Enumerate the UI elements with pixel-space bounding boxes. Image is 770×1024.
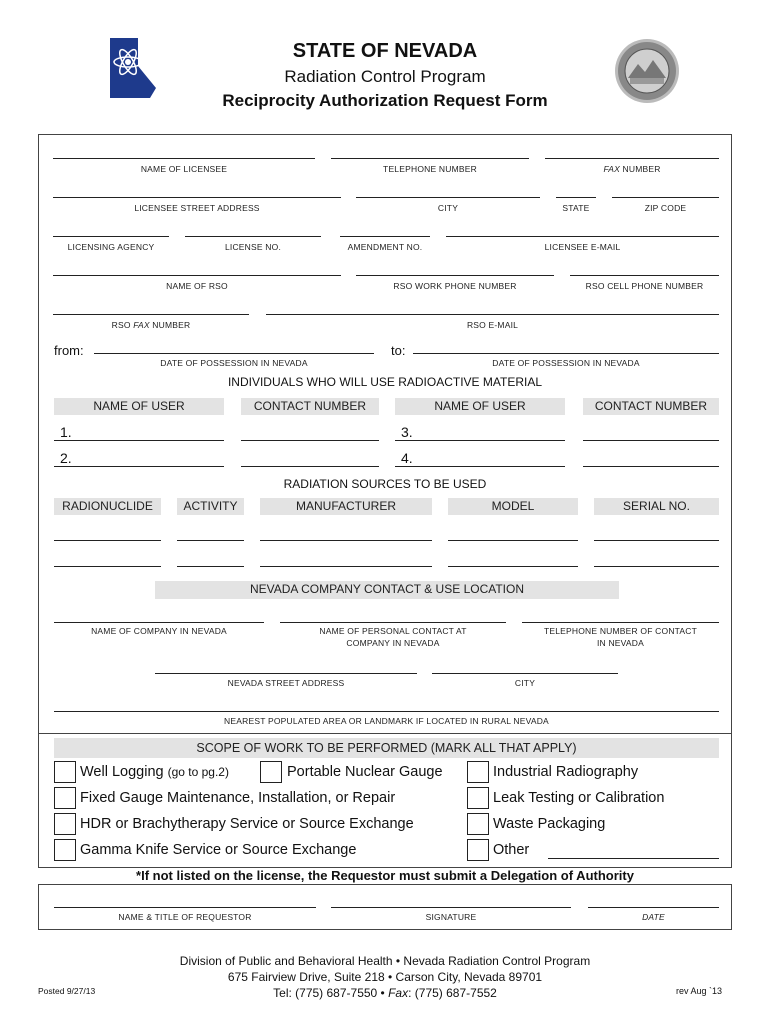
license-no-label: LICENSE NO. [224, 242, 282, 252]
nevada-city-field[interactable] [432, 673, 618, 674]
nevada-contact-phone-label-line1: TELEPHONE NUMBER OF CONTACT [543, 626, 698, 636]
state-field[interactable] [556, 197, 596, 198]
fixed-gauge-option: Fixed Gauge Maintenance, Installation, or Repair [80, 790, 396, 806]
user-1-name-field[interactable] [54, 440, 224, 441]
personal-contact-label-line1: NAME OF PERSONAL CONTACT AT [319, 626, 467, 636]
footer-line-3: Tel: (775) 687-7550 • Fax: (775) 687-7552 [273, 986, 497, 1000]
industrial-radiography-option: Industrial Radiography [493, 764, 639, 780]
user-row-number-1: 1. [60, 424, 72, 440]
contact-header-right: CONTACT NUMBER [583, 398, 719, 415]
form-title: Reciprocity Authorization Request Form [222, 91, 548, 110]
source-2-model-field[interactable] [448, 566, 578, 567]
portable-gauge-checkbox[interactable] [260, 761, 282, 783]
licensee-email-field[interactable] [446, 236, 719, 237]
nevada-contact-phone-label-line2: IN NEVADA [597, 638, 644, 648]
posted-date: Posted 9/27/13 [38, 986, 96, 996]
to-date-label: DATE OF POSSESSION IN NEVADA [492, 358, 640, 368]
requestor-name-field[interactable] [54, 907, 316, 908]
user-name-header-left: NAME OF USER [54, 398, 224, 415]
well-logging-checkbox[interactable] [54, 761, 76, 783]
fixed-gauge-checkbox[interactable] [54, 787, 76, 809]
serial-no-header: SERIAL NO. [594, 498, 719, 515]
other-option: Other [493, 842, 530, 858]
city-label: CITY [437, 203, 459, 213]
program-subtitle: Radiation Control Program [284, 67, 486, 86]
rso-name-field[interactable] [53, 275, 341, 276]
to-label: to: [391, 343, 406, 358]
user-4-name-field[interactable] [395, 466, 565, 467]
source-2-manufacturer-field[interactable] [260, 566, 432, 567]
user-row-number-4: 4. [401, 450, 413, 466]
page-title: STATE OF NEVADA [292, 40, 478, 62]
leak-testing-checkbox[interactable] [467, 787, 489, 809]
waste-packaging-option: Waste Packaging [493, 816, 606, 832]
city-field[interactable] [356, 197, 540, 198]
waste-packaging-checkbox[interactable] [467, 813, 489, 835]
rso-email-label: RSO E-MAIL [466, 320, 519, 330]
telephone-field[interactable] [331, 158, 529, 159]
source-2-radionuclide-field[interactable] [54, 566, 161, 567]
rso-cell-phone-label: RSO CELL PHONE NUMBER [585, 281, 704, 291]
rso-work-phone-field[interactable] [356, 275, 554, 276]
zip-label: ZIP CODE [644, 203, 687, 213]
street-address-field[interactable] [53, 197, 341, 198]
signature-field[interactable] [331, 907, 571, 908]
leak-testing-option: Leak Testing or Calibration [493, 790, 665, 806]
nevada-contact-heading: NEVADA COMPANY CONTACT & USE LOCATION [155, 581, 619, 599]
licensing-agency-label: LICENSING AGENCY [67, 242, 155, 252]
nevada-street-field[interactable] [155, 673, 417, 674]
rso-cell-phone-field[interactable] [570, 275, 719, 276]
gamma-knife-option: Gamma Knife Service or Source Exchange [80, 842, 357, 858]
source-2-serial-field[interactable] [594, 566, 719, 567]
personal-contact-label-line2: COMPANY IN NEVADA [346, 638, 440, 648]
user-3-contact-field[interactable] [583, 440, 719, 441]
nevada-company-label: NAME OF COMPANY IN NEVADA [91, 626, 227, 636]
licensee-name-label: NAME OF LICENSEE [140, 164, 228, 174]
hdr-option: HDR or Brachytherapy Service or Source Exchange [80, 816, 414, 832]
nevada-company-field[interactable] [54, 622, 264, 623]
revision-date: rev Aug `13 [675, 986, 722, 996]
amendment-no-label: AMENDMENT NO. [347, 242, 423, 252]
model-header: MODEL [448, 498, 578, 515]
zip-field[interactable] [612, 197, 719, 198]
other-specify-field[interactable] [548, 858, 719, 859]
fax-field[interactable] [545, 158, 719, 159]
user-2-name-field[interactable] [54, 466, 224, 467]
license-no-field[interactable] [185, 236, 321, 237]
source-1-model-field[interactable] [448, 540, 578, 541]
nearest-area-field[interactable] [54, 711, 719, 712]
amendment-no-field[interactable] [340, 236, 430, 237]
radionuclide-header: RADIONUCLIDE [54, 498, 161, 515]
personal-contact-field[interactable] [280, 622, 506, 623]
other-checkbox[interactable] [467, 839, 489, 861]
users-heading: INDIVIDUALS WHO WILL USE RADIOACTIVE MATERIAL [227, 375, 543, 389]
source-1-manufacturer-field[interactable] [260, 540, 432, 541]
rso-fax-label: RSO FAX NUMBER [111, 320, 191, 330]
user-2-contact-field[interactable] [241, 466, 379, 467]
licensing-agency-field[interactable] [53, 236, 169, 237]
user-1-contact-field[interactable] [241, 440, 379, 441]
rso-work-phone-label: RSO WORK PHONE NUMBER [393, 281, 517, 291]
user-3-name-field[interactable] [395, 440, 565, 441]
footer-line-2: 675 Fairview Drive, Suite 218 • Carson City, Nevada 89701 [227, 970, 543, 984]
date-field[interactable] [588, 907, 719, 908]
source-1-activity-field[interactable] [177, 540, 244, 541]
gamma-knife-checkbox[interactable] [54, 839, 76, 861]
source-1-radionuclide-field[interactable] [54, 540, 161, 541]
fax-label: FAX NUMBER [603, 164, 661, 174]
source-2-activity-field[interactable] [177, 566, 244, 567]
rso-name-label: NAME OF RSO [166, 281, 228, 291]
rso-email-field[interactable] [266, 314, 719, 315]
rso-fax-field[interactable] [53, 314, 249, 315]
footer-line-1: Division of Public and Behavioral Health • Nevada Radiation Control Program [179, 954, 591, 968]
manufacturer-header: MANUFACTURER [260, 498, 432, 515]
street-address-label: LICENSEE STREET ADDRESS [134, 203, 260, 213]
scope-heading: SCOPE OF WORK TO BE PERFORMED (MARK ALL THAT APPLY) [54, 738, 719, 758]
nevada-contact-phone-field[interactable] [522, 622, 719, 623]
hdr-checkbox[interactable] [54, 813, 76, 835]
from-date-label: DATE OF POSSESSION IN NEVADA [160, 358, 308, 368]
delegation-notice: *If not listed on the license, the Requestor must submit a Delegation of Authority [136, 868, 634, 883]
sources-heading: RADIATION SOURCES TO BE USED [283, 477, 487, 491]
to-date-field[interactable] [413, 353, 719, 354]
user-4-contact-field[interactable] [583, 466, 719, 467]
user-name-header-right: NAME OF USER [395, 398, 565, 415]
nevada-street-label: NEVADA STREET ADDRESS [227, 678, 345, 688]
from-label: from: [54, 343, 84, 358]
contact-header-left: CONTACT NUMBER [241, 398, 379, 415]
nearest-area-label: NEAREST POPULATED AREA OR LANDMARK IF LOCATED IN RURAL NEVADA [224, 716, 549, 726]
licensee-name-field[interactable] [53, 158, 315, 159]
nevada-city-label: CITY [514, 678, 536, 688]
date-label: DATE [642, 912, 665, 922]
requestor-name-label: NAME & TITLE OF REQUESTOR [118, 912, 252, 922]
from-date-field[interactable] [94, 353, 374, 354]
well-logging-option: Well Logging (go to pg.2) [80, 764, 229, 780]
licensee-email-label: LICENSEE E-MAIL [544, 242, 621, 252]
telephone-label: TELEPHONE NUMBER [383, 164, 477, 174]
user-row-number-2: 2. [60, 450, 72, 466]
portable-gauge-option: Portable Nuclear Gauge [287, 764, 443, 780]
signature-label: SIGNATURE [425, 912, 477, 922]
industrial-radiography-checkbox[interactable] [467, 761, 489, 783]
state-label: STATE [562, 203, 590, 213]
user-row-number-3: 3. [401, 424, 413, 440]
activity-header: ACTIVITY [177, 498, 244, 515]
source-1-serial-field[interactable] [594, 540, 719, 541]
